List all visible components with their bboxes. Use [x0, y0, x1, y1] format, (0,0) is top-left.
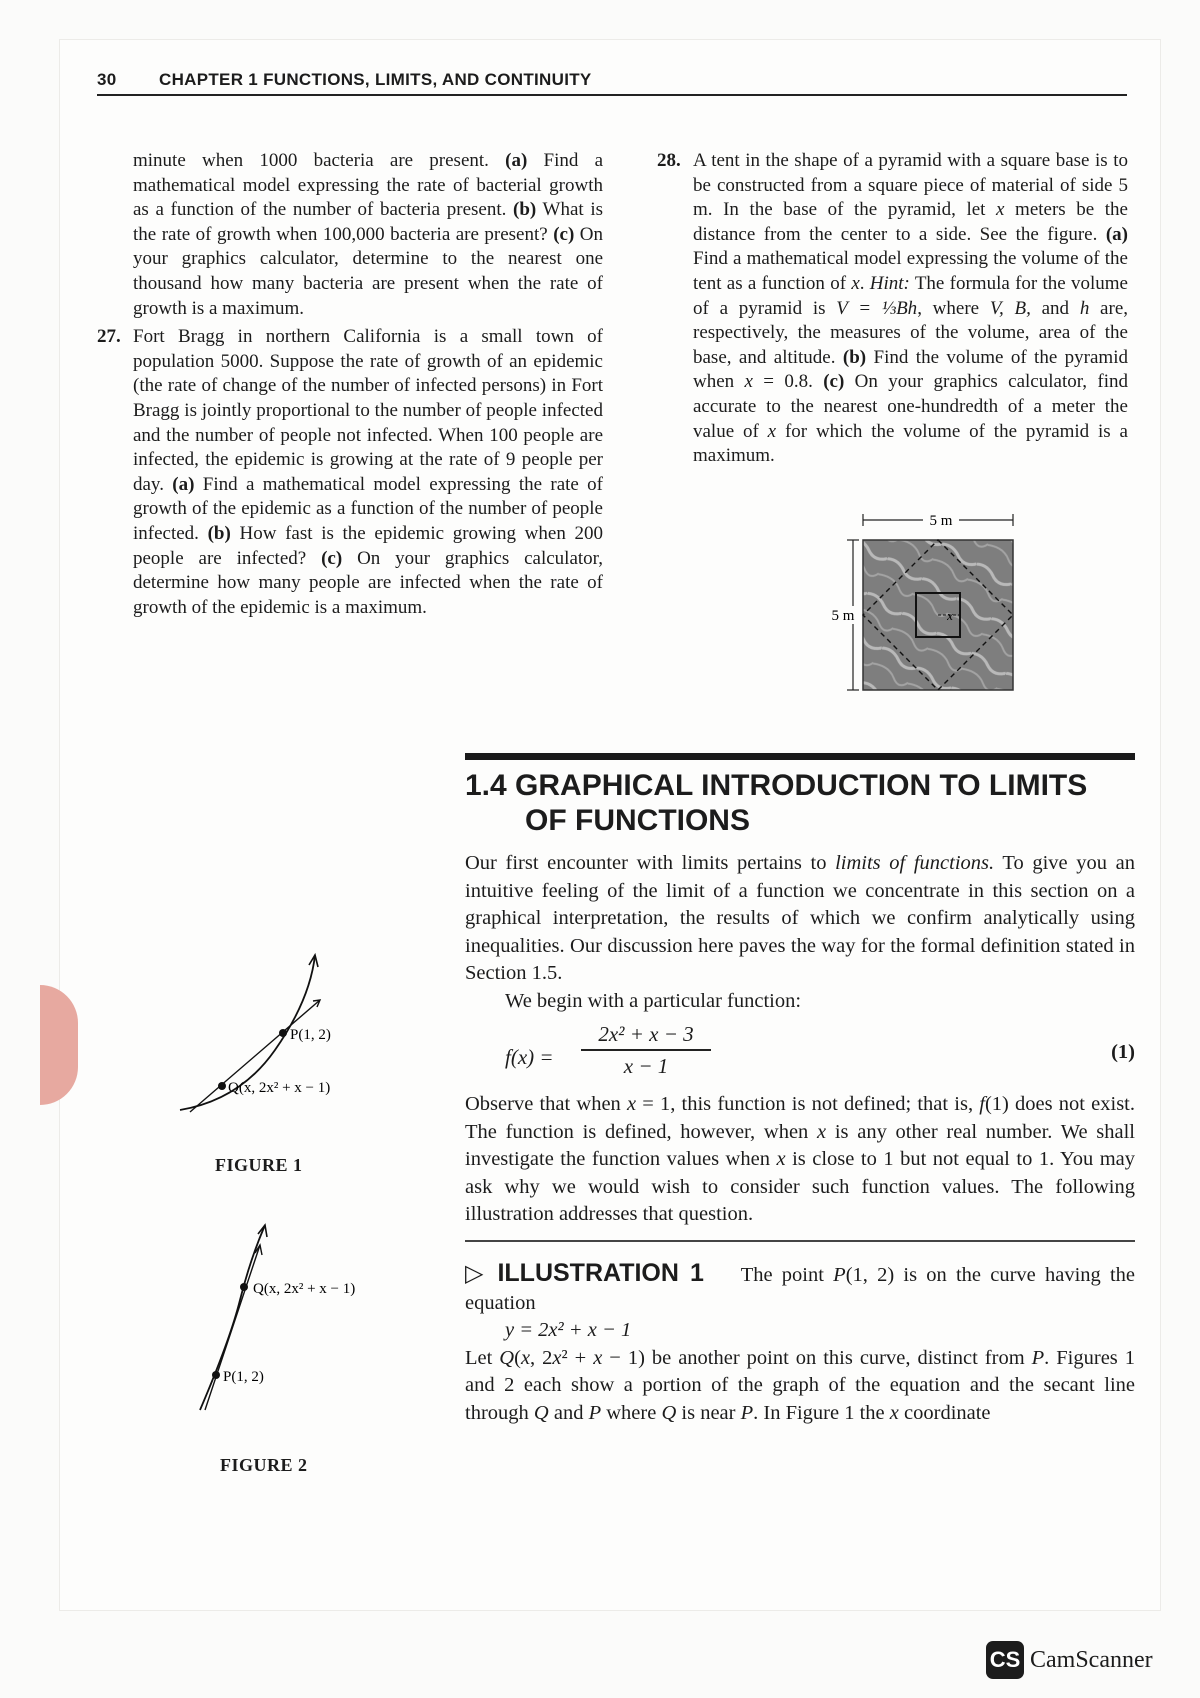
tent-figure	[823, 510, 1028, 700]
figure-1-graph	[170, 950, 400, 1120]
figure-2-graph	[185, 1220, 415, 1420]
camscanner-logo-icon: CS	[986, 1641, 1024, 1679]
figure-2-label-p: P(1, 2)	[223, 1369, 264, 1385]
equation-1-denominator: x − 1	[623, 1054, 669, 1078]
illustration-rule	[465, 1240, 1135, 1242]
figure-2-secant-line	[205, 1245, 260, 1410]
camscanner-watermark	[986, 1641, 1153, 1679]
figure-1-label-p: P(1, 2)	[290, 1027, 331, 1043]
exercise-28-number: 28.	[657, 150, 681, 171]
equation-1-numerator: 2x² + x − 3	[598, 1022, 694, 1046]
exercise-26-text: minute when 1000 bacteria are present. (a) Find a mathematical model expressing the rate of bacterial growth as a function of the number of bacteria present. (b) What is the rate of growth when 100,000 bacteria are present? (c) On your graphics calculator, determine to the nearest one thousand how many bacteria are present when the rate of growth is a maximum.	[133, 150, 604, 319]
page-number: 30	[97, 70, 117, 89]
section-title	[465, 768, 1135, 838]
camscanner-name: CamScanner	[1030, 1646, 1153, 1673]
right-column	[657, 149, 1129, 473]
figure-2-caption: FIGURE 2	[220, 1455, 308, 1475]
begin-paragraph: We begin with a particular function:	[505, 989, 802, 1012]
figure-1-caption: FIGURE 1	[215, 1155, 303, 1175]
equation-1-number: (1)	[1111, 1041, 1135, 1063]
illustration-1	[465, 1260, 1135, 1427]
figure-1-label-q: Q(x, 2x² + x − 1)	[228, 1080, 331, 1096]
section-title-line2: OF FUNCTIONS	[525, 804, 750, 837]
observe-paragraph: Observe that when x = 1, this function is not defined; that is, f(1) does not exist. The function is defined, however, when x is any other real number. We shall investigate the function values when x is close to 1 but not equal to 1. You may ask why we would wish to consider such function values. The following illustration addresses that question.	[465, 1093, 1135, 1225]
illustration-heading-line: ▷ ILLUSTRATION 1 The point P(1, 2) is on the curve having the equation	[465, 1259, 1136, 1314]
exercise-28-text: A tent in the shape of a pyramid with a square base is to be constructed from a square piece of material of side 5 m. In the base of the pyramid, let x meters be the distance from the center to a side. See the figure. (a) Find a mathematical model expressing the volume of the tent as a function of x. Hint: The formula for the volume of a pyramid is V = ⅓Bh, where V, B, and h are, respectively, the measures of the volume, area of the base, and altitude. (b) Find the volume of the pyramid when x = 0.8. (c) On your graphics calculator, find accurate to the nearest one-hundredth of a meter the value of x for which the volume of the pyramid is a maximum.	[693, 150, 1129, 467]
equation-1-lhs: f(x) =	[505, 1045, 554, 1069]
exercise-27-text: Fort Bragg in northern California is a small town of population 5000. Suppose the rate of growth of an epidemic (the rate of change of the number of infected persons) in Fort Bragg is jointly proportional to the number of people infected and the number of people not infected. When 100 people are infected, the epidemic is growing at the rate of 9 people per day. (a) Find a mathematical model expressing the rate of growth of the epidemic as a function of the number of people infected. (b) How fast is the epidemic growing when 200 people are infected? (c) On your graphics calculator, determine how many people are infected when the rate of growth of the epidemic is a maximum.	[133, 326, 603, 618]
section-title-line1: 1.4 GRAPHICAL INTRODUCTION TO LIMITS	[465, 769, 1088, 802]
figure-2-point-p	[212, 1371, 220, 1379]
illustration-heading: ILLUSTRATION 1	[497, 1259, 704, 1287]
section-rule	[465, 753, 1135, 760]
equation-1	[465, 1015, 1135, 1091]
exercise-27-number: 27.	[97, 326, 121, 348]
illustration-arrow-icon: ▷	[465, 1259, 484, 1287]
curve-equation: y = 2x² + x − 1	[505, 1319, 632, 1341]
left-column	[97, 149, 604, 624]
figure-1-point-q	[218, 1082, 226, 1090]
x-label: x	[947, 608, 953, 623]
chapter-title: CHAPTER 1 FUNCTIONS, LIMITS, AND CONTINUITY	[159, 70, 592, 89]
fraction-bar	[581, 1049, 711, 1051]
top-dimension-label: 5 m	[929, 513, 953, 529]
figure-2-point-q	[240, 1283, 248, 1291]
section-body	[465, 850, 1135, 1229]
illustration-paragraph: Let Q(x, 2x² + x − 1) be another point on this curve, distinct from P. Figures 1 and 2 each show a portion of the graph of the equation and the secant line through Q and P where Q is near P. In Figure 1 the x coordinate	[465, 1346, 1136, 1424]
figure-2-label-q: Q(x, 2x² + x − 1)	[253, 1281, 356, 1297]
exercise-27	[97, 325, 603, 620]
side-dimension-label: 5 m	[831, 608, 855, 624]
exercise-26-continued	[133, 149, 603, 321]
figure-1-point-p	[279, 1029, 287, 1037]
intro-paragraph: Our first encounter with limits pertains to limits of functions. To give you an intuitive feeling of the limit of a function we concentrate in this section on a graphical interpretation, the results of which we confirm analytically using inequalities. Our discussion here paves the way for the formal definition stated in Section 1.5.	[465, 852, 1135, 984]
thumb-edge	[40, 985, 78, 1105]
header-rule	[97, 94, 1127, 96]
exercise-28	[657, 149, 1129, 469]
